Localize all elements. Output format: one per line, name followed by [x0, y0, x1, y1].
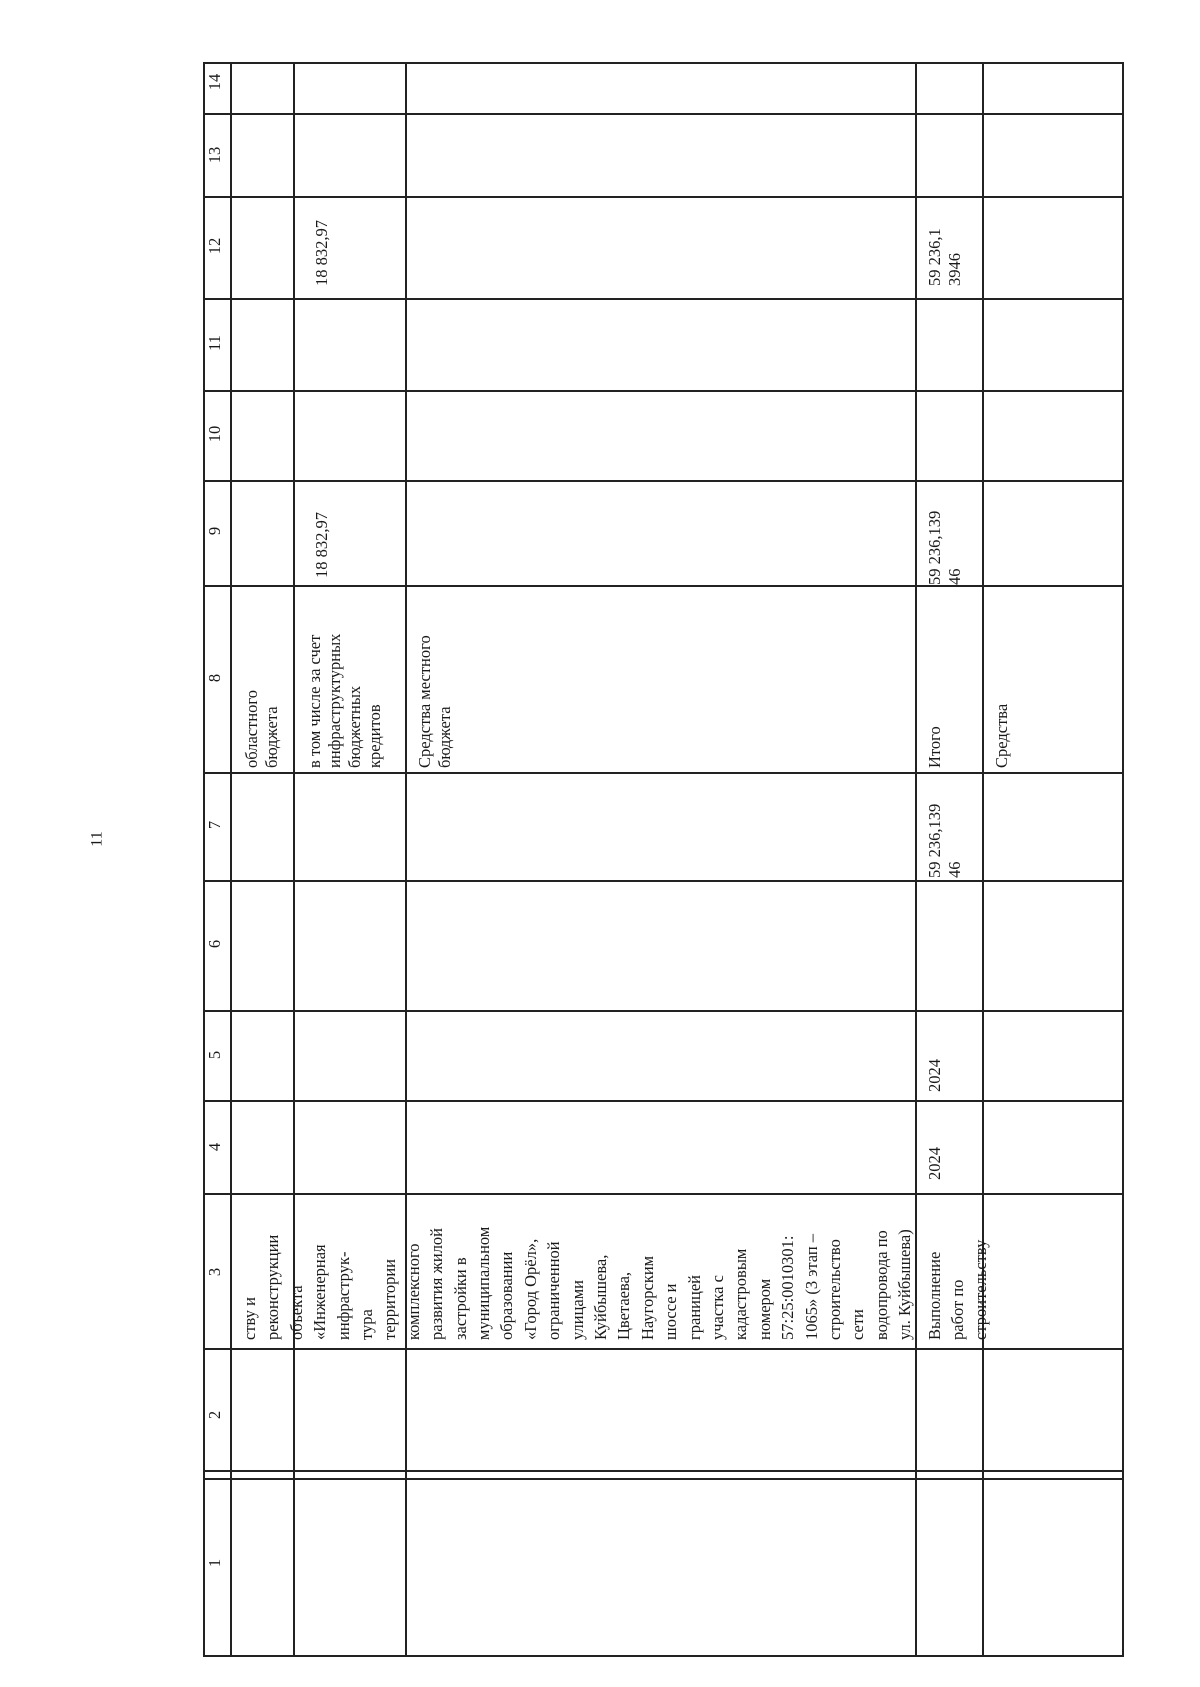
col-line — [405, 62, 407, 1657]
text-line: «Город Орёл», — [520, 1238, 540, 1340]
column-header: 9 — [205, 526, 224, 536]
row-line — [203, 298, 1124, 300]
column-header: 7 — [205, 820, 224, 830]
column-header: 12 — [205, 237, 224, 255]
text-line: Цветаева, — [614, 1271, 634, 1340]
row-line — [203, 390, 1124, 392]
row-line — [203, 1193, 1124, 1195]
row-line — [203, 1010, 1124, 1012]
text-line: территории — [380, 1258, 400, 1340]
row-line — [203, 480, 1124, 482]
text-line: Выполнение — [925, 1251, 944, 1340]
text-line: муниципальном — [474, 1226, 493, 1340]
row-line — [203, 772, 1124, 774]
column-header: 5 — [205, 1050, 224, 1060]
text-line: сети — [848, 1309, 868, 1340]
text-line: комплексного — [403, 1243, 423, 1340]
text-line: «Инженерная — [310, 1244, 330, 1340]
row-line — [203, 1100, 1124, 1102]
text-line: 46 — [945, 568, 964, 585]
text-line: шоссе и — [661, 1283, 681, 1340]
value-col12: 18 832,97 — [312, 220, 331, 286]
text-line: бюджета — [435, 706, 454, 768]
text-line: застройки в — [450, 1257, 470, 1340]
text-line: участка с — [708, 1275, 727, 1340]
text-line: водопровода по — [871, 1230, 891, 1340]
text-line: Средства местного — [415, 635, 434, 768]
text-line: Средства — [992, 703, 1011, 768]
text-line: инфраструк- — [333, 1251, 353, 1340]
col-line — [293, 62, 295, 1657]
column-header: 4 — [205, 1142, 224, 1152]
text-line: Куйбышева, — [591, 1254, 610, 1340]
column-header: 8 — [205, 673, 224, 683]
page-number: 11 — [88, 831, 106, 847]
row-line — [203, 880, 1124, 882]
column-header: 14 — [205, 73, 224, 91]
text-line: развития жилой — [427, 1227, 447, 1340]
col-line — [982, 62, 984, 1657]
col-line — [230, 62, 232, 1657]
text-line: 1065» (3 этап – — [801, 1233, 821, 1340]
end-year: 2024 — [925, 1059, 944, 1092]
table — [203, 62, 1124, 1657]
column-header: 10 — [205, 425, 224, 443]
text-line: 59 236,1 — [925, 228, 944, 286]
text-line: бюджета — [262, 706, 281, 768]
text-line: 59 236,139 — [925, 803, 944, 878]
row-line — [203, 113, 1124, 115]
text-line: улицами — [567, 1279, 587, 1340]
column-header: 2 — [205, 1410, 224, 1420]
text-line: Итого — [925, 726, 944, 768]
text-line: 59 236,139 — [925, 510, 944, 585]
text-line: инфраструктурных — [325, 633, 344, 768]
text-line: областного — [242, 689, 261, 768]
column-header: 13 — [205, 146, 224, 164]
column-header: 11 — [205, 335, 224, 351]
text-line: кредитов — [365, 704, 384, 768]
column-header: 3 — [205, 1267, 224, 1277]
text-line: ству и — [240, 1297, 259, 1340]
column-header: 1 — [205, 1558, 224, 1568]
value-col9: 18 832,97 — [312, 512, 331, 578]
row-line — [203, 585, 1124, 587]
column-header: 6 — [205, 939, 224, 949]
text-line: реконструкции — [263, 1234, 283, 1340]
row-line — [203, 196, 1124, 198]
text-line: работ по — [948, 1279, 967, 1340]
text-line: строительству — [971, 1239, 990, 1340]
text-line: 46 — [945, 861, 964, 878]
text-line: Наугорским — [637, 1255, 657, 1340]
text-line: строительство — [825, 1239, 844, 1340]
text-line: тура — [357, 1309, 376, 1340]
row-line — [203, 1478, 1124, 1480]
text-line: кадастровым — [731, 1248, 751, 1340]
start-year: 2024 — [925, 1147, 944, 1180]
row-line — [203, 1348, 1124, 1350]
text-line: в том числе за счет — [305, 634, 324, 768]
text-line: границей — [684, 1275, 704, 1340]
col-line — [915, 62, 917, 1657]
text-line: образовании — [497, 1251, 517, 1340]
text-line: 57:25:0010301: — [778, 1235, 798, 1340]
text-line: номером — [754, 1278, 774, 1340]
text-line: 3946 — [945, 253, 964, 286]
text-line: бюджетных — [345, 685, 364, 768]
text-line: ул. Куйбышева) — [895, 1229, 915, 1340]
row-line — [203, 1470, 1124, 1472]
text-line: объекта — [286, 1285, 306, 1340]
text-line: ограниченной — [544, 1241, 564, 1340]
